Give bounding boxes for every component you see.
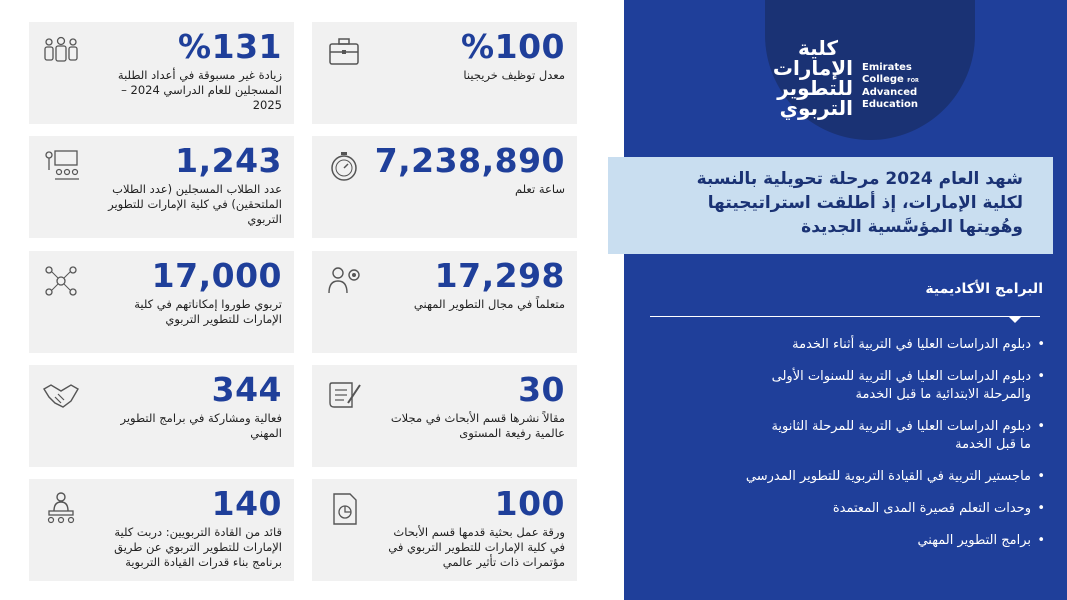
classroom-icon [41,146,81,186]
stat-value: %100 [461,27,565,66]
stat-value: 344 [211,370,282,409]
program-item: • وحدات التعلم قصيرة المدى المعتمدة [650,500,1045,518]
stopwatch-icon [324,146,364,186]
stat-card-employment [312,22,577,124]
stat-card-leaders [29,479,294,581]
stat-card-learning-hours [312,136,577,238]
program-item: • دبلوم الدراسات العليا في التربية للسنوات الأولى والمرحلة الابتدائية ما قبل الخدمة [650,368,1045,404]
stat-card-enrolled-students [29,136,294,238]
stat-description: زيادة غير مسبوقة في أعداد الطلبة المسجلين للعام الدراسي 2024 – 2025 [117,68,282,112]
headline-line: شهد العام 2024 مرحلة تحويلية بالنسبة [696,169,1023,189]
headline-banner [608,157,1053,254]
stat-card-articles [312,365,577,467]
program-item: • دبلوم الدراسات العليا في التربية أثناء الخدمة [650,336,1045,354]
program-item: • ماجستير التربية في القيادة التربوية للتطوير المدرسي [650,468,1045,486]
handshake-icon [41,375,81,415]
stat-description: مقالاً نشرها قسم الأبحاث في مجلات عالمية رفيعة المستوى [390,411,565,440]
stat-value: 7,238,890 [374,141,565,180]
programs-divider [650,316,1040,317]
program-item: • دبلوم الدراسات العليا في التربية للمرحلة الثانوية ما قبل الخدمة [650,418,1045,454]
programs-title: البرامج الأكاديمية [925,281,1043,297]
programs-list [650,336,1045,564]
stat-description: تربوي طوروا إمكاناتهم في كلية الإمارات للتطوير التربوي [134,297,282,326]
stat-card-events [29,365,294,467]
people-group-icon [41,32,81,72]
headline-line: وهُويتها المؤسَّسية الجديدة [801,217,1023,237]
stat-card-enrollment-increase [29,22,294,124]
program-item: • برامج التطوير المهني [650,532,1045,550]
stat-description: قائد من القادة التربويين: دربت كلية الإمارات للتطوير التربوي عن طريق برنامج بناء قدرات القيادة التربوية [114,525,282,569]
stat-card-pd-learners [312,251,577,353]
divider-arrow-icon [1008,316,1022,323]
headline-line: لكلية الإمارات، إذ أطلقت استراتيجيتها [707,193,1023,213]
stat-description: معدل توظيف خريجينا [463,68,565,82]
stat-value: 30 [518,370,565,409]
stat-description: ساعة تعلم [514,182,565,196]
logo-arabic: كلية الإمارات للتطوير التربوي [772,36,853,120]
logo-english: Emirates College FOR Advanced Education [862,62,919,110]
scroll-pen-icon [324,375,364,415]
stat-description: عدد الطلاب المسجلين (عدد الطلاب الملتحقين) في كلية الإمارات للتطوير التربوي [108,182,282,226]
stat-value: 140 [211,484,282,523]
stat-value: %131 [178,27,282,66]
stat-value: 1,243 [175,141,282,180]
stat-card-papers [312,479,577,581]
stat-description: ورقة عمل بحثية قدمها قسم الأبحاث في كلية الإمارات للتطوير التربوي في مؤتمرات ذات تأثير عالمي [388,525,565,569]
stat-value: 17,000 [151,256,282,295]
stat-card-educators [29,251,294,353]
stat-value: 17,298 [434,256,565,295]
stat-value: 100 [494,484,565,523]
stat-description: فعالية ومشاركة في برامج التطوير المهني [120,411,282,440]
person-gear-icon [324,261,364,301]
briefcase-icon [324,32,364,72]
document-chart-icon [324,489,364,529]
presenter-icon [41,489,81,529]
network-people-icon [41,261,81,301]
stat-description: متعلماً في مجال التطوير المهني [413,297,565,311]
